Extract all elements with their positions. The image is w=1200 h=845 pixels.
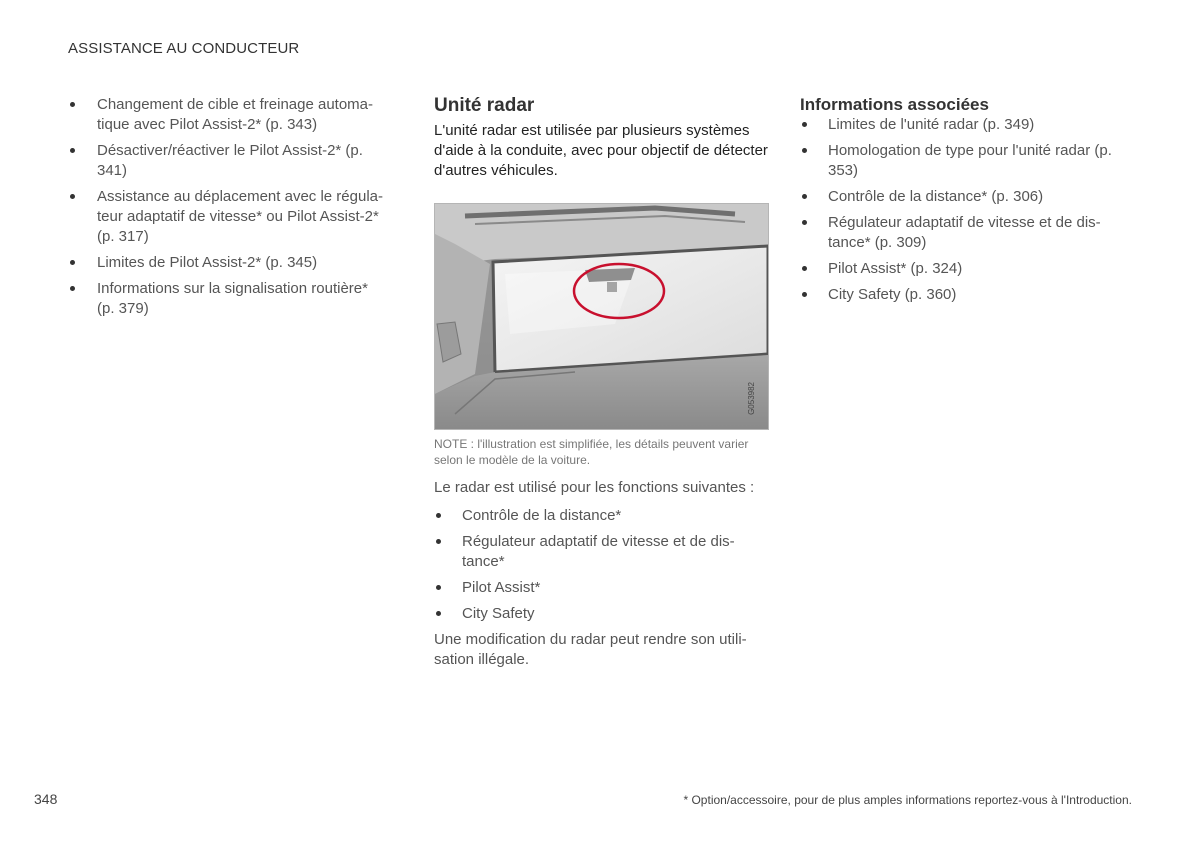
figure-note: NOTE : l'illustration est simplifiée, les détails peuvent varier selon le modèle de la voiture. <box>434 437 749 467</box>
related-info-title: Informations associées <box>800 95 989 114</box>
related-links-list <box>68 95 388 319</box>
footnote: * Option/accessoire, pour de plus amples informations reportez-vous à l'Introduction. <box>683 793 1132 807</box>
list-item: Pilot Assist* <box>434 578 769 598</box>
list-item[interactable]: Changement de cible et freinage automa-tique avec Pilot Assist-2* (p. 343) <box>68 95 388 135</box>
page-number: 348 <box>34 791 58 807</box>
functions-list <box>434 506 769 624</box>
list-item[interactable]: Limites de Pilot Assist-2* (p. 345) <box>68 253 388 273</box>
list-item[interactable]: Pilot Assist* (p. 324) <box>800 259 1130 279</box>
section-header: ASSISTANCE AU CONDUCTEUR <box>68 40 300 57</box>
list-item[interactable]: City Safety (p. 360) <box>800 285 1130 305</box>
list-item[interactable]: Assistance au déplacement avec le régula-teur adaptatif de vitesse* ou Pilot Assist-2* (p. 317) <box>68 187 388 247</box>
list-item[interactable]: Contrôle de la distance* (p. 306) <box>800 187 1130 207</box>
list-item[interactable]: Homologation de type pour l'unité radar (p. 353) <box>800 141 1130 181</box>
functions-intro: Le radar est utilisé pour les fonctions suivantes : <box>434 479 755 496</box>
figure-code: G053982 <box>747 382 756 415</box>
legal-warning: Une modification du radar peut rendre son utili-sation illégale. <box>434 631 747 668</box>
list-item[interactable]: Informations sur la signalisation routière* (p. 379) <box>68 279 388 319</box>
list-item[interactable]: Régulateur adaptatif de vitesse et de dis-tance* (p. 309) <box>800 213 1130 253</box>
section-title: Unité radar <box>434 95 535 116</box>
windshield-radar-illustration <box>434 203 769 430</box>
list-item[interactable]: Désactiver/réactiver le Pilot Assist-2* (p. 341) <box>68 141 388 181</box>
radar-unit-column <box>434 95 769 670</box>
related-info-list <box>800 115 1130 305</box>
list-item: Contrôle de la distance* <box>434 506 769 526</box>
related-info-column <box>800 95 1130 311</box>
list-item[interactable]: Limites de l'unité radar (p. 349) <box>800 115 1130 135</box>
list-item: City Safety <box>434 604 769 624</box>
intro-paragraph: L'unité radar est utilisée par plusieurs systèmes d'aide à la conduite, avec pour objectif de détecter d'autres véhicules. <box>434 122 768 179</box>
car-windshield-image <box>435 204 768 429</box>
related-links-column <box>68 95 388 325</box>
list-item: Régulateur adaptatif de vitesse et de dis-tance* <box>434 532 769 572</box>
